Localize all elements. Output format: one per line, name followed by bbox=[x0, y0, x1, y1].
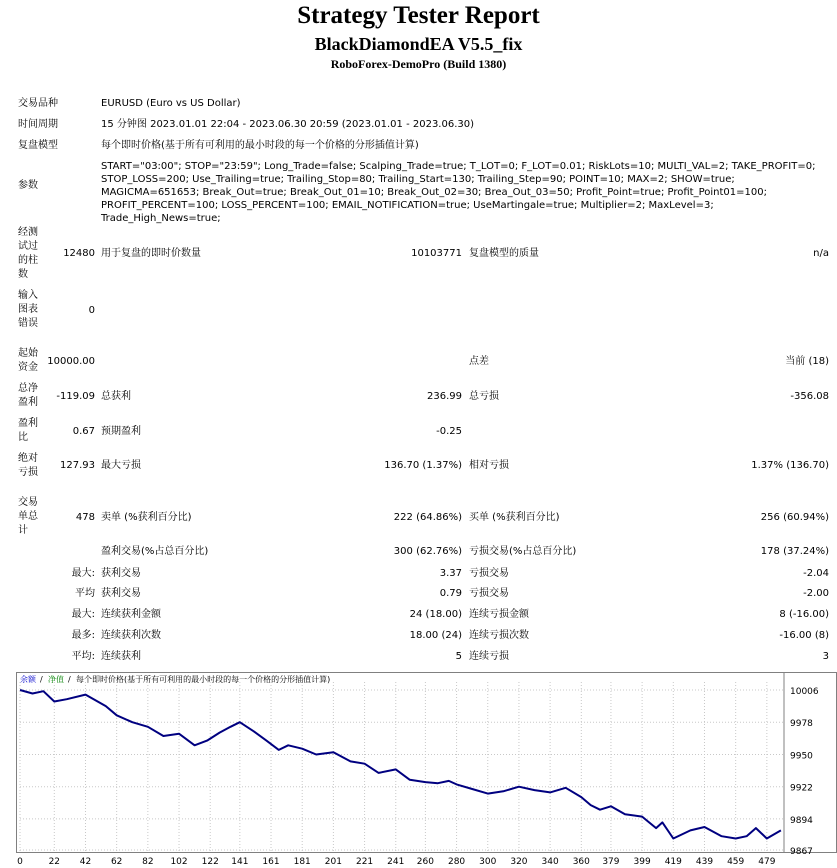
x-tick-label: 280 bbox=[447, 857, 466, 867]
chart-frame bbox=[17, 673, 837, 853]
x-tick-label: 419 bbox=[664, 857, 682, 867]
x-tick-label: 42 bbox=[79, 857, 92, 867]
x-tick-label: 62 bbox=[110, 857, 123, 867]
row-right-label: 连续亏损 bbox=[469, 651, 509, 662]
pf-label-2: 比 bbox=[18, 432, 28, 443]
x-tick-label: 439 bbox=[695, 857, 714, 867]
loss-trades-value: 178 (37.24%) bbox=[760, 546, 829, 557]
short-label: 卖单 (%获利百分比) bbox=[101, 512, 192, 523]
row-right-label: 亏损交易 bbox=[469, 588, 509, 599]
deposit-label-1: 起始 bbox=[18, 348, 38, 359]
short-value: 222 (64.86%) bbox=[393, 512, 462, 523]
x-tick-label: 360 bbox=[572, 857, 590, 867]
spread-label: 点差 bbox=[469, 356, 489, 367]
legend-balance: 余额 bbox=[20, 675, 36, 684]
profit-trades-label: 盈利交易(%占总百分比) bbox=[101, 546, 209, 557]
symbol-value: EURUSD (Euro vs US Dollar) bbox=[101, 98, 241, 109]
x-tick-label: 201 bbox=[324, 857, 342, 867]
row-right-value: -2.00 bbox=[803, 588, 829, 599]
bars-label-1: 经测 bbox=[18, 227, 38, 238]
x-tick-label: 102 bbox=[170, 857, 188, 867]
x-tick-label: 260 bbox=[416, 857, 434, 867]
maxdd-value: 136.70 (1.37%) bbox=[384, 460, 462, 471]
row-right-label: 连续亏损次数 bbox=[469, 630, 529, 641]
params-label: 参数 bbox=[18, 180, 38, 191]
profit-trades-value: 300 (62.76%) bbox=[393, 546, 462, 557]
errors-label-1: 输入 bbox=[18, 290, 38, 301]
x-tick-label: 82 bbox=[142, 857, 154, 867]
row-prefix: 最大: bbox=[71, 568, 95, 579]
legend-equity: 净值 bbox=[48, 675, 64, 684]
ea-name: BlackDiamondEA V5.5_fix bbox=[314, 34, 523, 54]
row-left-value: 18.00 (24) bbox=[409, 630, 462, 641]
long-value: 256 (60.94%) bbox=[760, 512, 829, 523]
spread-value: 当前 (18) bbox=[785, 356, 829, 367]
y-tick-label: 9922 bbox=[790, 783, 813, 794]
x-tick-label: 241 bbox=[387, 857, 405, 867]
x-tick-label: 459 bbox=[727, 857, 745, 867]
y-tick-label: 9867 bbox=[790, 847, 813, 857]
errors-value: 0 bbox=[88, 305, 95, 316]
model-value: 每个即时价格(基于所有可利用的最小时段的每一个价格的分形插值计算) bbox=[101, 140, 419, 151]
row-right-value: -2.04 bbox=[803, 568, 829, 579]
trades-value: 478 bbox=[75, 512, 95, 523]
row-left-value: 3.37 bbox=[439, 568, 462, 579]
payoff-label: 预期盈利 bbox=[101, 426, 141, 437]
payoff-value: -0.25 bbox=[436, 426, 462, 437]
pf-value: 0.67 bbox=[72, 426, 95, 437]
symbol-label: 交易品种 bbox=[18, 98, 58, 109]
x-tick-label: 300 bbox=[479, 857, 497, 867]
x-tick-label: 320 bbox=[510, 857, 528, 867]
legend-separator: / bbox=[40, 675, 43, 684]
netprofit-label-1: 总净 bbox=[18, 383, 38, 394]
x-tick-label: 122 bbox=[201, 857, 219, 867]
legend-separator: / bbox=[68, 675, 71, 684]
x-tick-label: 181 bbox=[293, 857, 311, 867]
period-value: 15 分钟图 2023.01.01 22:04 - 2023.06.30 20:59 (2023.01.01 - 2023.06.30) bbox=[101, 119, 475, 130]
x-tick-label: 479 bbox=[758, 857, 776, 867]
row-left-value: 24 (18.00) bbox=[409, 609, 462, 620]
ticks-value: 10103771 bbox=[411, 248, 462, 259]
absdd-label-2: 亏损 bbox=[18, 467, 38, 478]
y-tick-label: 9894 bbox=[790, 815, 813, 826]
reldd-value: 1.37% (136.70) bbox=[751, 460, 829, 471]
grossloss-value: -356.08 bbox=[790, 391, 829, 402]
row-left-label: 获利交易 bbox=[101, 588, 141, 599]
grossprofit-label: 总获利 bbox=[101, 391, 131, 402]
x-tick-label: 161 bbox=[262, 857, 280, 867]
row-right-label: 连续亏损金额 bbox=[469, 609, 529, 620]
y-tick-label: 9978 bbox=[790, 719, 813, 730]
row-left-label: 连续获利金额 bbox=[101, 609, 161, 620]
netprofit-label-2: 盈利 bbox=[18, 397, 38, 408]
row-left-label: 获利交易 bbox=[101, 568, 141, 579]
x-tick-label: 22 bbox=[48, 857, 61, 867]
absdd-label-1: 绝对 bbox=[18, 453, 38, 464]
ticks-label: 用于复盘的即时价数量 bbox=[101, 248, 201, 259]
netprofit-value: -119.09 bbox=[56, 391, 95, 402]
reldd-label: 相对亏损 bbox=[469, 460, 509, 471]
x-tick-label: 221 bbox=[355, 857, 374, 867]
report-title: Strategy Tester Report bbox=[297, 2, 540, 29]
pf-label-1: 盈利 bbox=[18, 418, 38, 429]
row-left-value: 5 bbox=[455, 651, 462, 662]
x-tick-label: 0 bbox=[17, 857, 23, 867]
bars-label-2: 试过 bbox=[18, 241, 38, 252]
loss-trades-label: 亏损交易(%占总百分比) bbox=[469, 546, 577, 557]
deposit-value: 10000.00 bbox=[47, 356, 95, 367]
period-label: 时间周期 bbox=[18, 119, 58, 130]
x-tick-label: 141 bbox=[231, 857, 249, 867]
long-label: 买单 (%获利百分比) bbox=[469, 512, 560, 523]
y-tick-label: 9950 bbox=[790, 751, 813, 762]
row-prefix: 平均: bbox=[71, 651, 95, 662]
trades-label-1: 交易 bbox=[18, 497, 38, 508]
balance-chart bbox=[16, 672, 837, 868]
bars-label-3: 的柱 bbox=[18, 255, 38, 266]
row-right-label: 亏损交易 bbox=[469, 568, 509, 579]
x-tick-label: 379 bbox=[602, 857, 620, 867]
row-left-label: 连续获利 bbox=[101, 651, 141, 662]
errors-label-3: 错误 bbox=[18, 318, 38, 329]
y-tick-label: 10006 bbox=[790, 687, 819, 697]
row-prefix: 最大: bbox=[71, 609, 95, 620]
absdd-value: 127.93 bbox=[60, 460, 95, 471]
quality-label: 复盘模型的质量 bbox=[469, 248, 539, 259]
trades-label-3: 计 bbox=[18, 525, 28, 536]
errors-label-2: 图表 bbox=[18, 304, 38, 315]
row-prefix: 最多: bbox=[71, 630, 95, 641]
bars-label-4: 数 bbox=[18, 269, 28, 280]
row-left-value: 0.79 bbox=[439, 588, 462, 599]
grossprofit-value: 236.99 bbox=[427, 391, 462, 402]
broker-build: RoboForex-DemoPro (Build 1380) bbox=[330, 57, 507, 71]
x-tick-label: 399 bbox=[633, 857, 651, 867]
row-right-value: 8 (-16.00) bbox=[779, 609, 829, 620]
row-prefix: 平均 bbox=[75, 588, 95, 599]
row-left-label: 连续获利次数 bbox=[101, 630, 161, 641]
quality-value: n/a bbox=[813, 248, 829, 259]
x-tick-label: 340 bbox=[541, 857, 559, 867]
row-right-value: -16.00 (8) bbox=[779, 630, 829, 641]
model-label: 复盘模型 bbox=[18, 140, 58, 151]
bars-value: 12480 bbox=[63, 248, 95, 259]
legend-model: 每个即时价格(基于所有可利用的最小时段的每一个价格的分形插值计算) bbox=[76, 675, 331, 684]
maxdd-label: 最大亏损 bbox=[101, 460, 141, 471]
grossloss-label: 总亏损 bbox=[469, 391, 499, 402]
trades-label-2: 单总 bbox=[18, 511, 38, 522]
deposit-label-2: 资金 bbox=[18, 362, 38, 373]
params-value: START="03:00"; STOP="23:59"; Long_Trade=false; Scalping_Trade=true; T_LOT=0; F_LOT=0.01; RiskLots=10; MULTI_VAL=2; TAKE_PROFIT=0; STOP_LOSS=200; Use_Trailing=true; Trailing_Stop=80; Trailing_Start=130; Trailing_Step=90; POINT=10; MAX=2; SHOW=true; MAGICMA=651653; Break_Out=true; Break_Out_01=10; Break_Out_02=30; Brea_Out_03=50; Profit_Point=true; Profit_Point01=100; PROFIT_PERCENT=100; LOSS_PERCENT=100; EMAIL_NOTIFICATION=true; UseMartingale=true; Multiplier=2; MaxLevel=3; Trade_High_News=true; bbox=[101, 161, 816, 224]
row-right-value: 3 bbox=[822, 651, 829, 662]
